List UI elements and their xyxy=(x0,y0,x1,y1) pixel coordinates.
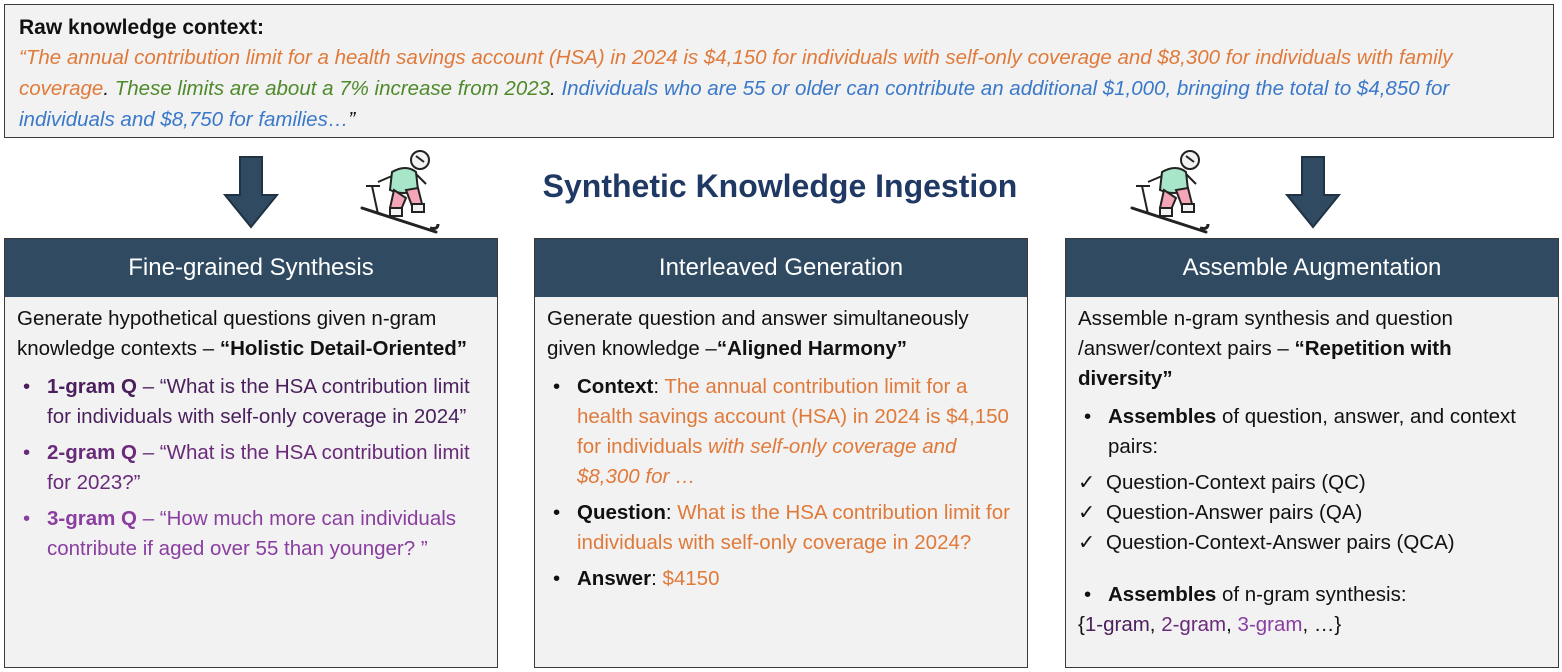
panel-intro xyxy=(1078,304,1548,394)
skier-icon xyxy=(358,148,442,234)
item-label: 3-gram Q xyxy=(47,507,137,530)
panel-header: Fine-grained Synthesis xyxy=(5,239,497,297)
pair-checklist xyxy=(1078,468,1548,558)
intro-text: Assemble n-gram synthesis and question /answer/context pairs – xyxy=(1078,307,1453,360)
answer-text: $4150 xyxy=(662,567,720,590)
down-arrow-icon xyxy=(223,155,279,229)
intro-text: Generate hypothetical questions given n-gram knowledge contexts – xyxy=(17,307,437,360)
skier-icon xyxy=(1128,148,1212,234)
list-item: • Answer: $4150 xyxy=(553,567,720,590)
panel-interleaved-generation xyxy=(534,238,1028,668)
gram-1: 1-gram xyxy=(1084,613,1150,636)
checkmark-icon: ✓ xyxy=(1078,501,1096,524)
item-text: of question, answer, and context pairs: xyxy=(1108,405,1516,458)
context-italic: with self-only coverage and $8,300 for … xyxy=(577,435,957,488)
check-text: Question-Context pairs (QC) xyxy=(1106,471,1366,494)
intro-bold: “Holistic Detail-Oriented” xyxy=(219,337,468,360)
list-item: • 1-gram Q – “What is the HSA contribution limit for individuals with self-only coverage in 2024” xyxy=(23,375,470,428)
raw-knowledge-text xyxy=(19,42,1539,135)
checkmark-icon: ✓ xyxy=(1078,531,1096,554)
raw-text-part3-end: ” xyxy=(348,108,356,131)
item-label: 1-gram Q xyxy=(47,375,137,398)
brace-open: { xyxy=(1078,613,1085,636)
gram-2: 2-gram xyxy=(1161,613,1227,636)
assemble-list xyxy=(1078,402,1548,462)
check-text: Question-Context-Answer pairs (QCA) xyxy=(1106,531,1455,554)
raw-text-part2-end: . xyxy=(550,77,556,100)
list-item: • Assembles of n-gram synthesis: xyxy=(1084,583,1407,606)
panel-header: Interleaved Generation xyxy=(535,239,1027,297)
panel-fine-grained-synthesis xyxy=(4,238,498,668)
list-item: • 3-gram Q – “How much more can individuals contribute if aged over 55 than younger? ” xyxy=(23,507,457,560)
item-text: – “What is the HSA contribution limit for 2023?” xyxy=(47,441,470,494)
list-item xyxy=(1078,468,1548,498)
intro-bold: “Aligned Harmony” xyxy=(716,337,908,360)
question-text: What is the HSA contribution limit for individuals with self-only coverage in 2024? xyxy=(577,501,1010,554)
context-text: The annual contribution limit for a health savings account (HSA) in 2024 is $4,150 for individuals xyxy=(577,375,1009,458)
list-item xyxy=(1078,498,1548,528)
raw-knowledge-box xyxy=(4,4,1554,138)
down-arrow-icon xyxy=(1285,155,1341,229)
qa-list xyxy=(547,372,1017,594)
raw-text-part1-end: . xyxy=(103,77,110,100)
list-item: • 2-gram Q – “What is the HSA contribution limit for 2023?” xyxy=(23,441,470,494)
answer-label: Answer xyxy=(577,567,652,590)
list-item xyxy=(1078,528,1548,558)
gram-rest: , …} xyxy=(1302,613,1342,636)
panel-header: Assemble Augmentation xyxy=(1066,239,1558,297)
context-label: Context xyxy=(577,375,654,398)
diagram-title: Synthetic Knowledge Ingestion xyxy=(542,168,1018,204)
intro-text: Generate question and answer simultaneously given knowledge – xyxy=(547,307,969,360)
ngram-question-list xyxy=(17,372,487,564)
list-item: • Question: What is the HSA contribution limit for individuals with self-only coverage in 2024? xyxy=(553,501,1010,554)
question-label: Question xyxy=(577,501,666,524)
intro-bold: “Repetition with diversity” xyxy=(1078,337,1452,390)
item-text: – “How much more can individuals contribute if aged over 55 than younger? ” xyxy=(47,507,457,560)
item-text: – “What is the HSA contribution limit for individuals with self-only coverage in 2024” xyxy=(47,375,470,428)
item-label: 2-gram Q xyxy=(47,441,137,464)
list-item: • Assembles of question, answer, and context pairs: xyxy=(1084,405,1516,458)
item-text: of n-gram synthesis: xyxy=(1216,583,1407,606)
panel-intro xyxy=(17,304,487,364)
panel-intro xyxy=(547,304,1017,364)
gram-3: 3-gram xyxy=(1237,613,1303,636)
raw-text-part3: Individuals who are 55 or older can contribute an additional $1,000, bringing the total to $4,850 for individuals and $8,750 for families… xyxy=(19,77,1450,131)
ngram-set: {1-gram, 2-gram, 3-gram, …} xyxy=(1078,613,1342,636)
assemble-list-2 xyxy=(1078,580,1548,610)
check-text: Question-Answer pairs (QA) xyxy=(1106,501,1363,524)
raw-knowledge-title: Raw knowledge context: xyxy=(19,16,265,39)
raw-text-part2: These limits are about a 7% increase from 2023 xyxy=(114,77,551,100)
item-label: Assembles xyxy=(1108,405,1217,428)
list-item: • Context: The annual contribution limit for a health savings account (HSA) in 2024 is $4,150 for individuals with self-only coverage and $8,300 for … xyxy=(553,375,1009,488)
checkmark-icon: ✓ xyxy=(1078,471,1096,494)
item-label: Assembles xyxy=(1108,583,1217,606)
panel-assemble-augmentation xyxy=(1065,238,1559,668)
raw-text-part1: “The annual contribution limit for a health savings account (HSA) in 2024 is $4,150 for individuals with self-only coverage and $8,300 for individuals with family coverage xyxy=(19,46,1453,100)
